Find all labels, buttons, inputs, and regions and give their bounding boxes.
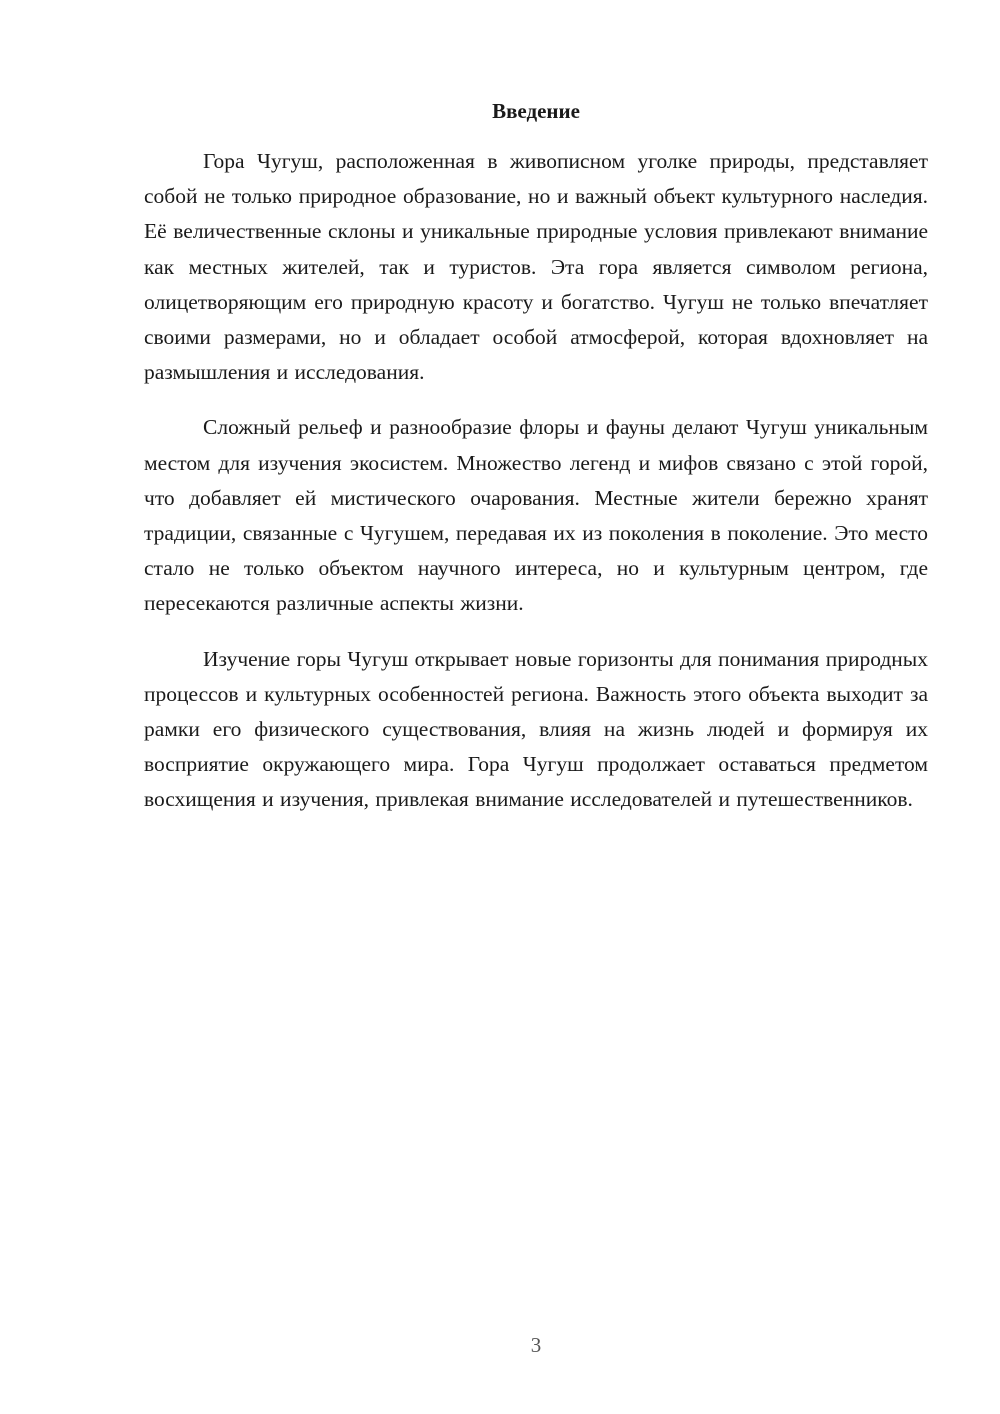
page-number: 3: [530, 1333, 542, 1357]
paragraph-3: Изучение горы Чугуш открывает новые горизонты для понимания природных процессов и культурных особенностей региона. Важность этого объекта выходит за рамки его физического существования, влияя на жизнь людей и формируя их восприятие окружающего мира. Гора Чугуш продолжает оставаться предметом восхищения и изучения, привлекая внимание исследователей и путешественников.: [144, 646, 928, 812]
body-text: [144, 144, 928, 838]
paragraph-1: Гора Чугуш, расположенная в живописном уголке природы, представляет собой не только природное образование, но и важный объект культурного наследия. Её величественные склоны и уникальные природные условия привлекают внимание как местных жителей, так и туристов. Эта гора является символом региона, олицетворяющим его природную красоту и богатство. Чугуш не только впечатляет своими размерами, но и обладает особой атмосферой, которая вдохновляет на размышления и исследования.: [144, 149, 928, 385]
paragraph-2: Сложный рельеф и разнообразие флоры и фауны делают Чугуш уникальным местом для изучения экосистем. Множество легенд и мифов связано с этой горой, что добавляет ей мистического очарования. Местные жители бережно хранят традиции, связанные с Чугушем, передавая их из поколения в поколение. Это место стало не только объектом научного интереса, но и культурным центром, где пересекаются различные аспекты жизни.: [144, 415, 928, 616]
section-heading: Введение: [492, 99, 580, 123]
